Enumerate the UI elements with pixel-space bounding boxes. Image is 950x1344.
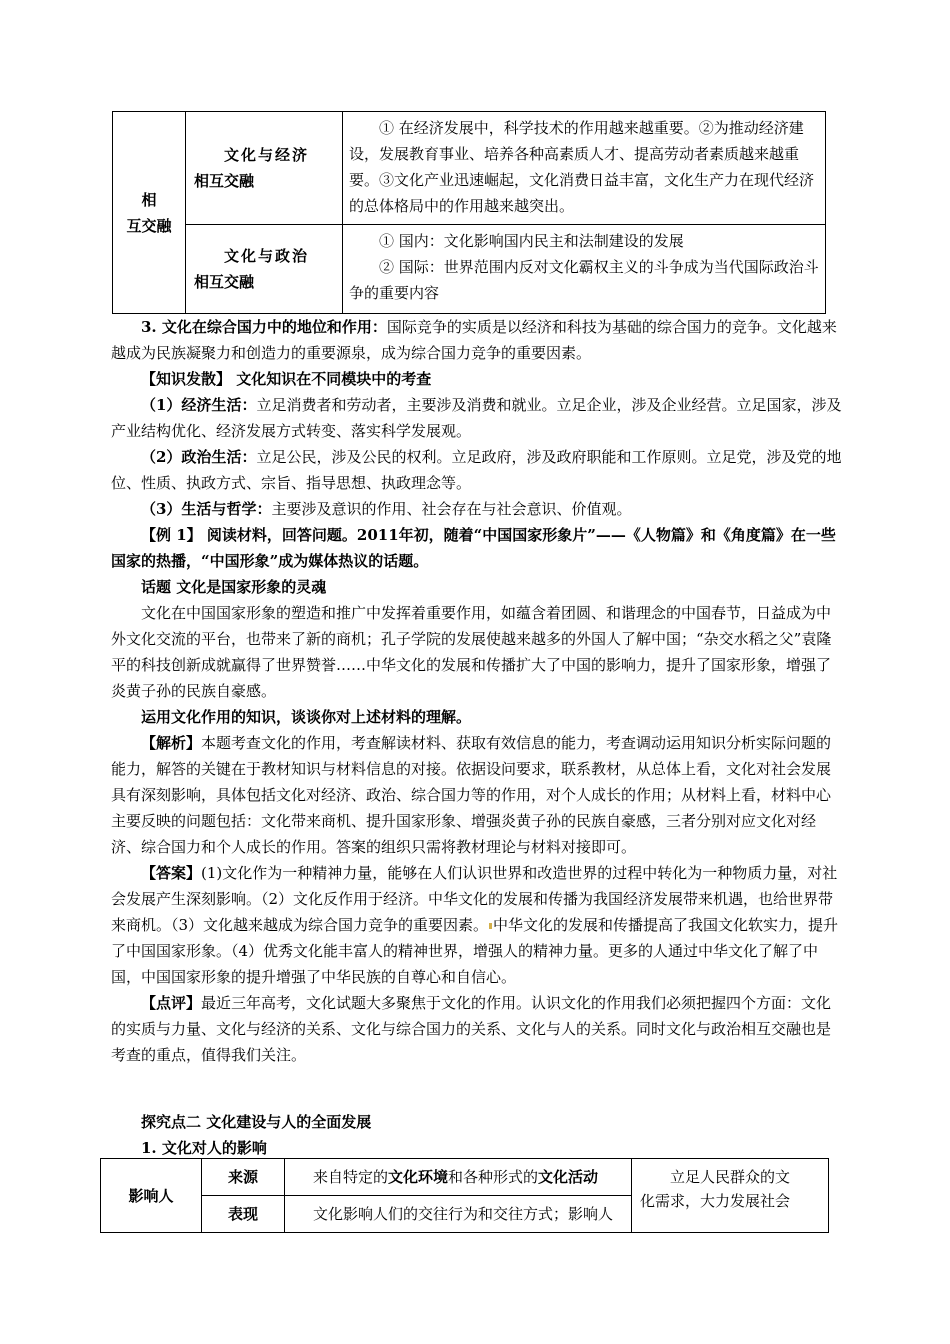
comment-text: 最近三年高考，文化试题大多聚焦于文化的作用。认识文化的作用我们必须把握四个方面：文化的实质与力量、文化与经济的关系、文化与综合国力的关系、文化与人的关系。同时文化与政治相互交融也是考查的重点，值得我们关注。 bbox=[111, 994, 832, 1064]
source-bold-2: 文化活动 bbox=[538, 1168, 599, 1186]
explore2-block bbox=[111, 1109, 843, 1161]
source-bold-1: 文化环境 bbox=[388, 1168, 449, 1186]
right-cell bbox=[632, 1159, 829, 1233]
influence-head: 影响人 bbox=[101, 1159, 202, 1233]
answer-paragraph bbox=[111, 860, 843, 990]
knowledge-item-text: 立足公民，涉及公民的权利。立足政府，涉及政府职能和工作原则。立足党，涉及党的地位、性质、执政方式、宗旨、指导思想、执政理念等。 bbox=[111, 448, 842, 492]
analysis-label: 【解析】 bbox=[141, 734, 202, 752]
example-topic: 话题 文化是国家形象的灵魂 bbox=[141, 578, 327, 596]
answer-label: 【答案】 bbox=[141, 864, 202, 882]
answer-text-a: (1)文化作为一种精神力量，能够在人们认识世界和改造世界的过程中转化为一种物质力量，对社会发展产生深刻影响。（2）文化反作用于经济。中华文化的发展和传播为我国经济发展带来机遇，也给世界带来商机。（3）文化越来越成为综合国力竞争的重要因素。 bbox=[111, 864, 838, 934]
section3-text: 国际竞争的实质是以经济和科技为基础的综合国力的竞争。文化越来越成为民族凝聚力和创造力的重要源泉，成为综合国力竞争的重要因素。 bbox=[111, 318, 837, 362]
right-line2: 化需求，大力发展社会 bbox=[640, 1192, 791, 1210]
group-head-cell bbox=[113, 112, 186, 314]
row-content-expression: 文化影响人们的交往行为和交往方式；影响人 bbox=[285, 1196, 632, 1233]
content-paragraph: ① 在经济发展中，科学技术的作用越来越重要。②为推动经济建设，发展教育事业、培养各种高素质人才、提高劳动者素质越来越重要。③文化产业迅速崛起，文化消费日益丰富，文化生产力在现代经济的总体格局中的作用越来越突出。 bbox=[349, 119, 815, 215]
content-paragraph: ② 国际：世界范围内反对文化霸权主义的斗争成为当代国际政治斗争的重要内容 bbox=[349, 258, 819, 302]
edit-mark bbox=[489, 923, 492, 929]
example-title: 【例 1】 阅读材料，回答问题。2011年初，随着“中国国家形象片”——《人物篇》和《角度篇》在一些国家的热播，“中国形象”成为媒体热议的话题。 bbox=[111, 526, 836, 570]
knowledge-item bbox=[111, 392, 843, 444]
row-label-line2: 相互交融 bbox=[194, 273, 255, 291]
example-question: 运用文化作用的知识，谈谈你对上述材料的理解。 bbox=[141, 708, 472, 726]
analysis-paragraph bbox=[111, 730, 843, 860]
knowledge-item-text: 立足消费者和劳动者，主要涉及消费和就业。立足企业，涉及企业经营。立足国家，涉及产业结构优化、经济发展方式转变、落实科学发展观。 bbox=[111, 396, 842, 440]
example-material: 文化在中国国家形象的塑造和推广中发挥着重要作用，如蕴含着团圆、和谐理念的中国春节，日益成为中外文化交流的平台，也带来了新的商机；孔子学院的发展使越来越多的外国人了解中国；“杂交水稻之父”袁隆平的科技创新成就赢得了世界赞誉……中华文化的发展和传播扩大了中国的影响力，提升了国家形象，增强了炎黄子孙的民族自豪感。 bbox=[111, 604, 832, 700]
explore2-title: 探究点二 文化建设与人的全面发展 bbox=[141, 1113, 372, 1131]
content-paragraph: ① 国内：文化影响国内民主和法制建设的发展 bbox=[379, 232, 684, 250]
main-text bbox=[111, 314, 843, 1068]
row-content-economy bbox=[343, 112, 826, 225]
row-label-politics bbox=[186, 225, 343, 314]
row-label-source: 来源 bbox=[202, 1159, 285, 1196]
row-label-economy bbox=[186, 112, 343, 225]
section3-paragraph bbox=[111, 314, 843, 366]
comment-paragraph bbox=[111, 990, 843, 1068]
knowledge-item-label: （2）政治生活： bbox=[141, 448, 257, 466]
source-text-1: 来自特定的 bbox=[313, 1168, 389, 1186]
knowledge-item-text: 主要涉及意识的作用、社会存在与社会意识、价值观。 bbox=[271, 500, 632, 518]
explore2-sub: 1. 文化对人的影响 bbox=[141, 1139, 267, 1157]
analysis-text: 本题考查文化的作用，考查解读材料、获取有效信息的能力，考查调动运用知识分析实际问题的能力，解答的关键在于教材知识与材料信息的对接。依据设问要求，联系教材，从总体上看，文化对社会发展具有深刻影响，具体包括文化对经济、政治、综合国力等的作用，对个人成长的作用；从材料上看，材料中心主要反映的问题包括：文化带来商机、提升国家形象、增强炎黄子孙的民族自豪感，三者分别对应文化对经济、综合国力和个人成长的作用。答案的组织只需将教材理论与材料对接即可。 bbox=[111, 734, 832, 856]
row-label-line1: 文化与政治 bbox=[224, 247, 310, 265]
comment-label: 【点评】 bbox=[141, 994, 202, 1012]
knowledge-item-label: （1）经济生活： bbox=[141, 396, 257, 414]
culture-interaction-table bbox=[112, 111, 826, 314]
knowledge-item-label: （3）生活与哲学： bbox=[141, 500, 272, 518]
knowledge-item bbox=[111, 496, 843, 522]
influence-table bbox=[100, 1158, 829, 1233]
row-label-line2: 相互交融 bbox=[194, 172, 255, 190]
right-line1: 立足人民群众的文 bbox=[670, 1168, 791, 1186]
row-content-source bbox=[285, 1159, 632, 1196]
knowledge-item bbox=[111, 444, 843, 496]
knowledge-title: 【知识发散】 文化知识在不同模块中的考查 bbox=[141, 370, 432, 388]
source-text-2: 和各种形式的 bbox=[448, 1168, 539, 1186]
row-content-politics bbox=[343, 225, 826, 314]
section3-title: 3. 文化在综合国力中的地位和作用： bbox=[141, 318, 387, 336]
row-label-line1: 文化与经济 bbox=[224, 146, 310, 164]
group-head-line1: 相 bbox=[141, 190, 157, 209]
row-label-expression: 表现 bbox=[202, 1196, 285, 1233]
answer-text-b: 中华文化的发展和传播提高了我国文化软实力，提升了中国国家形象。（4）优秀文化能丰富人的精神世界，增强人的精神力量。更多的人通过中华文化了解了中国，中国国家形象的提升增强了中华民族的自尊心和自信心。 bbox=[111, 916, 839, 986]
group-head-line2: 互交融 bbox=[126, 216, 172, 235]
